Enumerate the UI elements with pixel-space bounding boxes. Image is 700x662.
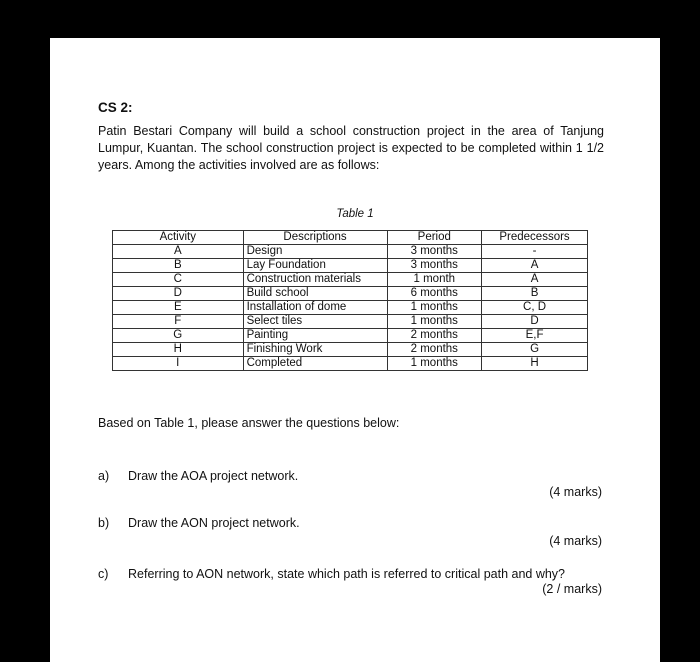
cell-predecessors: A [482, 259, 588, 273]
cell-period: 1 month [387, 273, 482, 287]
table-row [113, 259, 588, 273]
header-period: Period [387, 231, 482, 245]
header-activity: Activity [113, 231, 244, 245]
cell-predecessors: G [482, 343, 588, 357]
case-heading: CS 2: [98, 100, 133, 115]
cell-predecessors: - [482, 245, 588, 259]
table-row [113, 245, 588, 259]
cell-description: Lay Foundation [243, 259, 387, 273]
cell-description: Construction materials [243, 273, 387, 287]
cell-activity: B [113, 259, 244, 273]
cell-predecessors: H [482, 357, 588, 371]
cell-description: Completed [243, 357, 387, 371]
cell-period: 3 months [387, 259, 482, 273]
cell-activity: E [113, 301, 244, 315]
cell-activity: G [113, 329, 244, 343]
question-c-text: Referring to AON network, state which path is referred to critical path and why? [128, 567, 566, 581]
question-a-label: a) [98, 469, 110, 483]
question-a-marks: (4 marks) [549, 485, 602, 499]
table-row [113, 301, 588, 315]
question-c-label: c) [98, 567, 109, 581]
cell-predecessors: A [482, 273, 588, 287]
table-row [113, 357, 588, 371]
cell-description: Select tiles [243, 315, 387, 329]
cell-period: 2 months [387, 329, 482, 343]
cell-period: 1 months [387, 357, 482, 371]
cell-period: 3 months [387, 245, 482, 259]
cell-period: 1 months [387, 315, 482, 329]
table-row [113, 329, 588, 343]
table-row [113, 287, 588, 301]
cell-predecessors: D [482, 315, 588, 329]
question-c-marks: (2 / marks) [542, 582, 602, 596]
table-row [113, 273, 588, 287]
cell-period: 1 months [387, 301, 482, 315]
questions-prompt: Based on Table 1, please answer the questions below: [98, 416, 400, 430]
cell-activity: I [113, 357, 244, 371]
cell-predecessors: B [482, 287, 588, 301]
question-b-marks: (4 marks) [549, 534, 602, 548]
question-a-text: Draw the AOA project network. [128, 469, 299, 483]
question-b-label: b) [98, 516, 110, 530]
question-b-text: Draw the AON project network. [128, 516, 300, 530]
cell-period: 2 months [387, 343, 482, 357]
cell-activity: F [113, 315, 244, 329]
cell-predecessors: E,F [482, 329, 588, 343]
header-descriptions: Descriptions [243, 231, 387, 245]
cell-description: Build school [243, 287, 387, 301]
table-row [113, 343, 588, 357]
table-header-row [113, 231, 588, 245]
table-row [113, 315, 588, 329]
intro-paragraph: Patin Bestari Company will build a school construction project in the area of Tanjung Lumpur, Kuantan. The school construction project is expected to be completed within 1 1/2 years. Among the activities involved are as follows: [98, 124, 604, 172]
cell-activity: D [113, 287, 244, 301]
cell-description: Design [243, 245, 387, 259]
cell-activity: H [113, 343, 244, 357]
document-page [50, 38, 660, 662]
cell-description: Installation of dome [243, 301, 387, 315]
cell-activity: C [113, 273, 244, 287]
cell-description: Finishing Work [243, 343, 387, 357]
cell-description: Painting [243, 329, 387, 343]
table-caption: Table 1 [336, 208, 374, 220]
header-predecessors: Predecessors [482, 231, 588, 245]
cell-predecessors: C, D [482, 301, 588, 315]
activities-table [112, 230, 588, 371]
cell-activity: A [113, 245, 244, 259]
cell-period: 6 months [387, 287, 482, 301]
